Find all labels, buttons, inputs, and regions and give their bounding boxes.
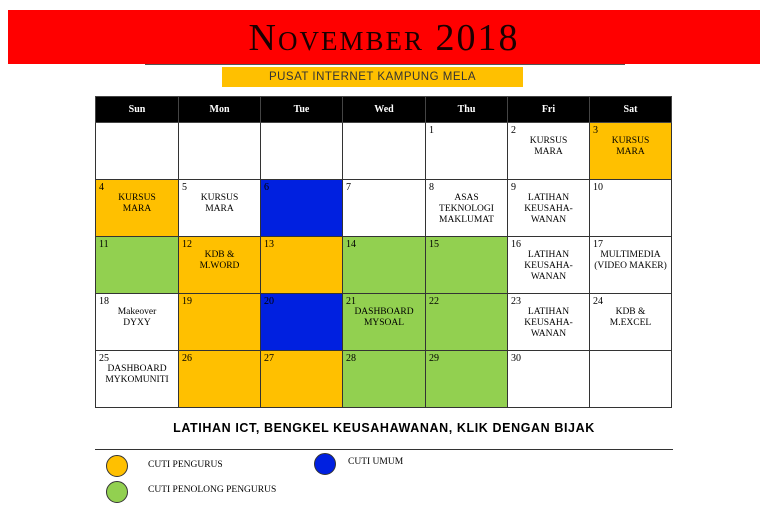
legend-label-cuti-pengurus: CUTI PENGURUS [148, 460, 223, 470]
day-number: 26 [182, 353, 192, 364]
day-cell-24 [590, 294, 672, 351]
day-cell-26 [179, 351, 261, 408]
day-cell-10 [590, 180, 672, 237]
day-cell-content [508, 294, 589, 350]
day-cell-30 [508, 351, 590, 408]
day-event: Makeover DYXY [117, 307, 157, 328]
title-banner [8, 10, 760, 64]
day-number: 13 [264, 239, 274, 250]
day-cell-content [590, 237, 671, 293]
day-cell-content [96, 294, 178, 350]
day-cell-content [261, 351, 342, 407]
weekday-thu: Thu [426, 97, 508, 123]
day-cell-content [508, 351, 589, 407]
day-cell-content [96, 180, 178, 236]
day-number: 9 [511, 182, 516, 193]
day-number: 29 [429, 353, 439, 364]
day-event: LATIHAN KEUSAHA- WANAN [524, 250, 573, 282]
day-number: 27 [264, 353, 274, 364]
day-number: 19 [182, 296, 192, 307]
calendar-title: November 2018 [248, 17, 520, 59]
day-number: 8 [429, 182, 434, 193]
day-event: KURSUS MARA [118, 193, 156, 214]
day-cell-25 [96, 351, 179, 408]
day-event: LATIHAN KEUSAHA- WANAN [524, 307, 573, 339]
day-number: 14 [346, 239, 356, 250]
day-number: 30 [511, 353, 521, 364]
day-cell-7 [343, 180, 426, 237]
day-cell-3 [590, 123, 672, 180]
footer-divider [95, 449, 673, 450]
day-cell-28 [343, 351, 426, 408]
day-event: ASAS TEKNOLOGI MAKLUMAT [439, 193, 494, 225]
weekday-mon: Mon [179, 97, 261, 123]
weekday-sun: Sun [96, 97, 179, 123]
day-cell-5 [179, 180, 261, 237]
day-cell-content [343, 237, 425, 293]
day-number: 11 [99, 239, 109, 250]
day-cell-15 [426, 237, 508, 294]
day-cell-1 [426, 123, 508, 180]
legend-label-cuti-umum: CUTI UMUM [348, 457, 404, 467]
day-cell-18 [96, 294, 179, 351]
day-number: 16 [511, 239, 521, 250]
week-row [96, 294, 672, 351]
day-number: 18 [99, 296, 109, 307]
week-row [96, 237, 672, 294]
day-cell-content [261, 123, 342, 179]
day-cell-content [590, 351, 671, 407]
day-cell-17 [590, 237, 672, 294]
day-cell-11 [96, 237, 179, 294]
day-cell-content [179, 237, 260, 293]
day-cell-19 [179, 294, 261, 351]
day-cell-content [426, 237, 507, 293]
day-number: 24 [593, 296, 603, 307]
day-cell-content [96, 237, 178, 293]
day-cell-16 [508, 237, 590, 294]
day-cell-content [179, 351, 260, 407]
week-row [96, 123, 672, 180]
day-event: LATIHAN KEUSAHA- WANAN [524, 193, 573, 225]
day-cell-content [590, 294, 671, 350]
day-number: 5 [182, 182, 187, 193]
day-cell-content [590, 123, 671, 179]
empty-day-cell [179, 123, 261, 180]
day-cell-23 [508, 294, 590, 351]
empty-day-cell [261, 123, 343, 180]
empty-day-cell [343, 123, 426, 180]
day-cell-2 [508, 123, 590, 180]
day-cell-9 [508, 180, 590, 237]
weekday-wed: Wed [343, 97, 426, 123]
day-event: MULTIMEDIA (VIDEO MAKER) [594, 250, 667, 271]
day-number: 25 [99, 353, 109, 364]
day-cell-content [343, 180, 425, 236]
day-cell-content [96, 123, 178, 179]
day-event: DASHBOARD MYKOMUNITI [105, 364, 169, 385]
legend-label-cuti-penolong-pengurus: CUTI PENOLONG PENGURUS [148, 485, 277, 495]
title-underline [145, 64, 625, 65]
day-cell-20 [261, 294, 343, 351]
empty-day-cell [590, 351, 672, 408]
day-cell-content [261, 237, 342, 293]
day-cell-content [426, 351, 507, 407]
day-number: 21 [346, 296, 356, 307]
week-row [96, 351, 672, 408]
weekday-sat: Sat [590, 97, 672, 123]
day-cell-14 [343, 237, 426, 294]
legend-dot-cuti-umum [314, 453, 336, 475]
day-cell-content [179, 123, 260, 179]
day-event: KURSUS MARA [200, 193, 239, 214]
day-cell-27 [261, 351, 343, 408]
day-event: KURSUS MARA [529, 136, 568, 157]
day-cell-content [179, 294, 260, 350]
day-cell-content [508, 237, 589, 293]
day-cell-content [508, 123, 589, 179]
week-row [96, 180, 672, 237]
day-cell-content [179, 180, 260, 236]
day-cell-12 [179, 237, 261, 294]
weekday-fri: Fri [508, 97, 590, 123]
day-event: KDB & M.WORD [199, 250, 240, 271]
legend-dot-cuti-penolong-pengurus [106, 481, 128, 503]
day-cell-22 [426, 294, 508, 351]
calendar-subtitle: PUSAT INTERNET KAMPUNG MELA [222, 67, 523, 87]
day-number: 3 [593, 125, 598, 136]
day-cell-content [343, 294, 425, 350]
empty-day-cell [96, 123, 179, 180]
day-event: KURSUS MARA [611, 136, 650, 157]
day-number: 4 [99, 182, 104, 193]
legend-dot-cuti-pengurus [106, 455, 128, 477]
calendar-grid [95, 96, 672, 408]
day-event: DASHBOARD MYSOAL [354, 307, 414, 328]
day-cell-content [508, 180, 589, 236]
day-cell-13 [261, 237, 343, 294]
day-cell-content [96, 351, 178, 407]
day-cell-29 [426, 351, 508, 408]
day-number: 15 [429, 239, 439, 250]
day-number: 7 [346, 182, 351, 193]
day-number: 17 [593, 239, 603, 250]
day-cell-content [261, 294, 342, 350]
day-number: 2 [511, 125, 516, 136]
day-number: 28 [346, 353, 356, 364]
day-cell-content [590, 180, 671, 236]
day-cell-content [426, 123, 507, 179]
day-number: 20 [264, 296, 274, 307]
day-cell-4 [96, 180, 179, 237]
day-number: 10 [593, 182, 603, 193]
footer-tagline: LATIHAN ICT, BENGKEL KEUSAHAWANAN, KLIK DENGAN BIJAK [173, 421, 595, 435]
day-number: 23 [511, 296, 521, 307]
day-cell-6 [261, 180, 343, 237]
day-number: 6 [264, 182, 269, 193]
day-event: KDB & M.EXCEL [609, 307, 652, 328]
day-number: 22 [429, 296, 439, 307]
day-cell-content [426, 294, 507, 350]
day-number: 12 [182, 239, 192, 250]
day-cell-content [426, 180, 507, 236]
day-number: 1 [429, 125, 434, 136]
day-cell-content [343, 351, 425, 407]
day-cell-21 [343, 294, 426, 351]
weekday-header-row [96, 97, 672, 123]
day-cell-content [343, 123, 425, 179]
weekday-tue: Tue [261, 97, 343, 123]
day-cell-8 [426, 180, 508, 237]
day-cell-content [261, 180, 342, 236]
